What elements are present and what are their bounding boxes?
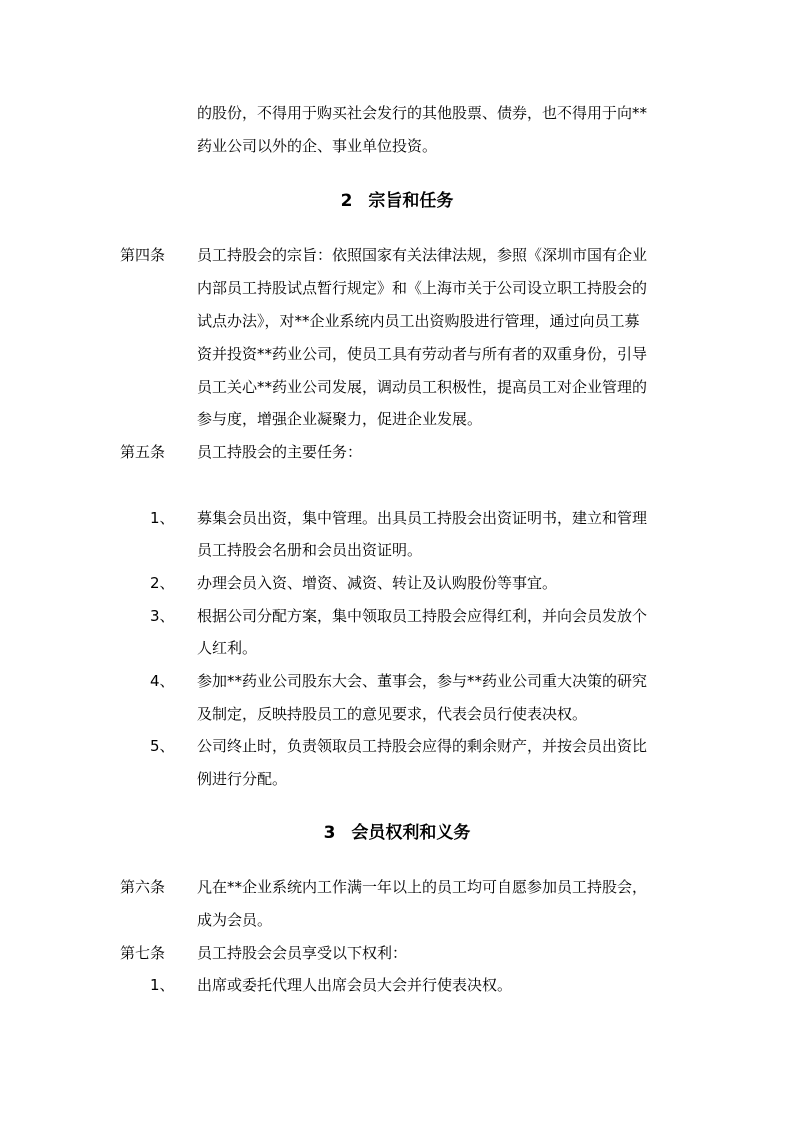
list-number: 4、 (150, 672, 175, 690)
article-line: 内部员工持股试点暂行规定》和《上海市关于公司设立职工持股会的 (197, 279, 648, 297)
article-line: 试点办法》，对**企业系统内员工出资购股进行管理，通过向员工募 (197, 312, 640, 330)
article-line: 资并投资**药业公司，使员工具有劳动者与所有者的双重身份，引导 (197, 345, 648, 363)
list-item-line: 根据公司分配方案，集中领取员工持股会应得红利，并向会员发放个 (197, 607, 648, 625)
list-item-line: 募集会员出资，集中管理。出具员工持股会出资证明书，建立和管理 (197, 509, 648, 527)
article-line: 成为会员。 (197, 911, 273, 929)
article-line: 员工持股会会员享受以下权利： (197, 944, 408, 962)
list-item-line: 参加**药业公司股东大会、董事会，参与**药业公司重大决策的研究 (197, 672, 648, 690)
section-number: 3 (323, 823, 336, 843)
article-line: 员工持股会的宗旨：依照国家有关法律法规，参照《深圳市国有企业 (197, 246, 648, 264)
continuation-line: 药业公司以外的企、事业单位投资。 (197, 137, 438, 155)
list-item-line: 公司终止时，负责领取员工持股会应得的剩余财产，并按会员出资比 (197, 737, 648, 755)
section-title: 宗旨和任务 (368, 191, 454, 211)
article-line: 员工持股会的主要任务： (197, 443, 363, 461)
continuation-line: 的股份，不得用于购买社会发行的其他股票、债券，也不得用于向** (197, 104, 648, 122)
article-line: 凡在**企业系统内工作满一年以上的员工均可自愿参加员工持股会， (197, 878, 648, 896)
list-number: 1、 (150, 509, 175, 527)
list-item-line: 人红利。 (197, 639, 258, 657)
list-number: 2、 (150, 574, 175, 592)
article-line: 员工关心**药业公司发展，调动员工积极性，提高员工对企业管理的 (197, 378, 648, 396)
article-label: 第五条 (120, 443, 166, 461)
list-number: 1、 (150, 976, 175, 994)
list-item-line: 及制定，反映持股员工的意见要求，代表会员行使表决权。 (197, 705, 588, 723)
list-number: 5、 (150, 737, 175, 755)
list-item-line: 员工持股会名册和会员出资证明。 (197, 541, 423, 559)
article-line: 参与度，增强企业凝聚力，促进企业发展。 (197, 410, 483, 428)
article-label: 第四条 (120, 246, 166, 264)
list-item-line: 出席或委托代理人出席会员大会并行使表决权。 (197, 976, 513, 994)
article-label: 第七条 (120, 944, 166, 962)
section-title: 会员权利和义务 (351, 823, 471, 843)
list-number: 3、 (150, 607, 175, 625)
section-number: 2 (340, 191, 353, 211)
list-item-line: 例进行分配。 (197, 770, 288, 788)
section-heading (0, 821, 794, 845)
section-heading (0, 189, 794, 213)
list-item-line: 办理会员入资、增资、减资、转让及认购股份等事宜。 (197, 574, 558, 592)
article-label: 第六条 (120, 878, 166, 896)
